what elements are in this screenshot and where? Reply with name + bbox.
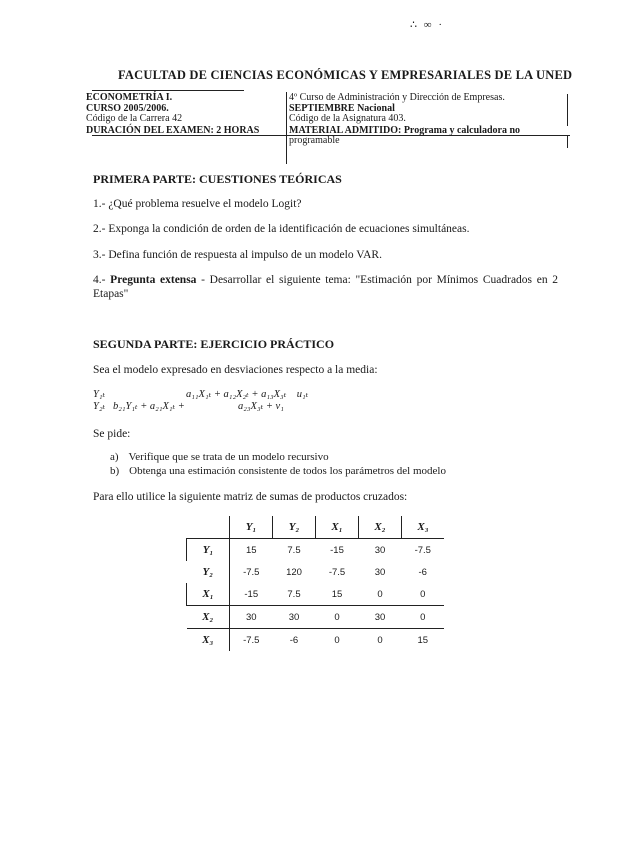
matrix-row-header: Y₂	[202, 566, 214, 578]
matrix-cell: 0	[420, 588, 426, 600]
question-4-text: - Desarrollar el siguiente tema: "Estimación por Mínimos Cuadrados en 2 Etapas"	[93, 274, 559, 300]
equation-2-lhs: Y₂ₜ b₂₁Y₁ₜ + a₂₁X₁ₜ +	[93, 401, 185, 412]
task-item-a	[110, 450, 446, 464]
matrix-cell: -7.5	[402, 539, 445, 562]
header-right	[289, 93, 564, 147]
question-4-label: Pregunta extensa	[110, 274, 197, 286]
matrix-row	[187, 583, 445, 606]
exam-duration: DURACIÓN DEL EXAMEN: 2 HORAS	[86, 124, 260, 136]
matrix-cell: 30	[273, 606, 316, 629]
subject-code: Código de la Asignatura 403.	[289, 113, 406, 124]
matrix-cell: 30	[359, 606, 402, 629]
task-item-b	[110, 464, 446, 478]
task-mark-b: b)	[110, 465, 120, 477]
faculty-title: FACULTAD DE CIENCIAS ECONÓMICAS Y EMPRESARIALES DE LA UNED	[118, 68, 573, 82]
matrix-cell: 120	[286, 566, 302, 578]
matrix-col-header: X₂	[359, 516, 402, 539]
header-rule-top	[92, 90, 244, 91]
task-text-b: Obtenga una estimación consistente de todos los parámetros del modelo	[129, 465, 446, 477]
matrix-cell: -6	[418, 566, 427, 578]
exam-session: SEPTIEMBRE Nacional	[289, 102, 395, 114]
matrix-header-row	[187, 516, 445, 539]
task-list	[110, 450, 446, 478]
corner-mark: ∴ ∞ ·	[410, 19, 445, 31]
matrix-cell: 7.5	[287, 588, 301, 600]
career-code: Código de la Carrera 42	[86, 113, 183, 124]
matrix-cell: 15	[402, 629, 445, 652]
matrix-row-header: Y₁	[187, 539, 230, 562]
equation-1-lhs: Y₁ₜ	[93, 389, 106, 400]
matrix-cell: 15	[230, 539, 273, 562]
question-4	[93, 273, 558, 301]
matrix-row-header: X₃	[187, 629, 230, 652]
task-text-a: Verifique que se trata de un modelo recursivo	[128, 451, 329, 463]
matrix-cell: -6	[273, 629, 316, 652]
matrix-cell: 0	[377, 588, 383, 600]
part1-title: PRIMERA PARTE: CUESTIONES TEÓRICAS	[93, 172, 342, 186]
header-left	[86, 93, 284, 136]
equation-2-rhs: a₂₃X₃ₜ + v₁	[238, 401, 284, 412]
matrix-cell: -7.5	[230, 629, 273, 652]
question-4-number: 4.-	[93, 274, 106, 286]
matrix-cell: 0	[359, 629, 402, 652]
matrix-cell: 0	[316, 606, 359, 629]
course-name: ECONOMETRÍA I.	[86, 92, 173, 103]
matrix-cell: 30	[374, 566, 386, 578]
matrix-row	[187, 629, 445, 652]
degree-name: 4º Curso de Administración y Dirección de Empresas.	[289, 92, 505, 103]
matrix-row	[187, 561, 445, 583]
cross-products-matrix	[186, 516, 444, 651]
se-pide-label: Se pide:	[93, 428, 131, 440]
matrix-cell: 15	[331, 588, 343, 600]
matrix-corner	[187, 516, 230, 539]
header-rule-right	[567, 94, 568, 126]
question-2: 2.- Exponga la condición de orden de la identificación de ecuaciones simultáneas.	[93, 223, 470, 235]
matrix-cell: 0	[316, 629, 359, 652]
matrix-col-header: Y₁	[230, 516, 273, 539]
matrix-row-header: X₁	[187, 583, 230, 606]
matrix-row	[187, 606, 445, 629]
matrix-col-header: Y₂	[273, 516, 316, 539]
matrix-col-header: X₁	[316, 516, 359, 539]
task-mark-a: a)	[110, 451, 119, 463]
matrix-cell: -7.5	[230, 561, 273, 583]
question-3: 3.- Defina función de respuesta al impulso de un modelo VAR.	[93, 249, 382, 261]
allowed-material-cont: programable	[289, 135, 340, 146]
part2-title: SEGUNDA PARTE: EJERCICIO PRÁCTICO	[93, 337, 335, 351]
matrix-cell: -7.5	[328, 566, 346, 578]
equation-1-rhs: a₁₁X₁ₜ + a₁₂X₂ₜ + a₁₃X₃ₜ u₁ₜ	[186, 389, 309, 400]
header-rule-right-bottom	[567, 136, 568, 148]
question-1: 1.- ¿Qué problema resuelve el modelo Logit?	[93, 198, 302, 210]
matrix-cell: 30	[359, 539, 402, 562]
matrix-cell: -15	[316, 539, 359, 562]
matrix-cell: 0	[402, 606, 445, 629]
course-year: CURSO 2005/2006.	[86, 102, 169, 114]
matrix-row	[187, 539, 445, 562]
header-rule-divider	[286, 92, 287, 164]
matrix-row-header: X₂	[187, 606, 230, 629]
allowed-material: MATERIAL ADMITIDO: Programa y calculadora no	[289, 124, 521, 136]
matrix-cell: 7.5	[273, 539, 316, 562]
matrix-col-header: X₃	[402, 516, 445, 539]
matrix-intro: Para ello utilice la siguiente matriz de sumas de productos cruzados:	[93, 491, 408, 503]
matrix-cell: 30	[230, 606, 273, 629]
matrix-cell: -15	[230, 583, 273, 606]
model-intro: Sea el modelo expresado en desviaciones respecto a la media:	[93, 364, 378, 376]
